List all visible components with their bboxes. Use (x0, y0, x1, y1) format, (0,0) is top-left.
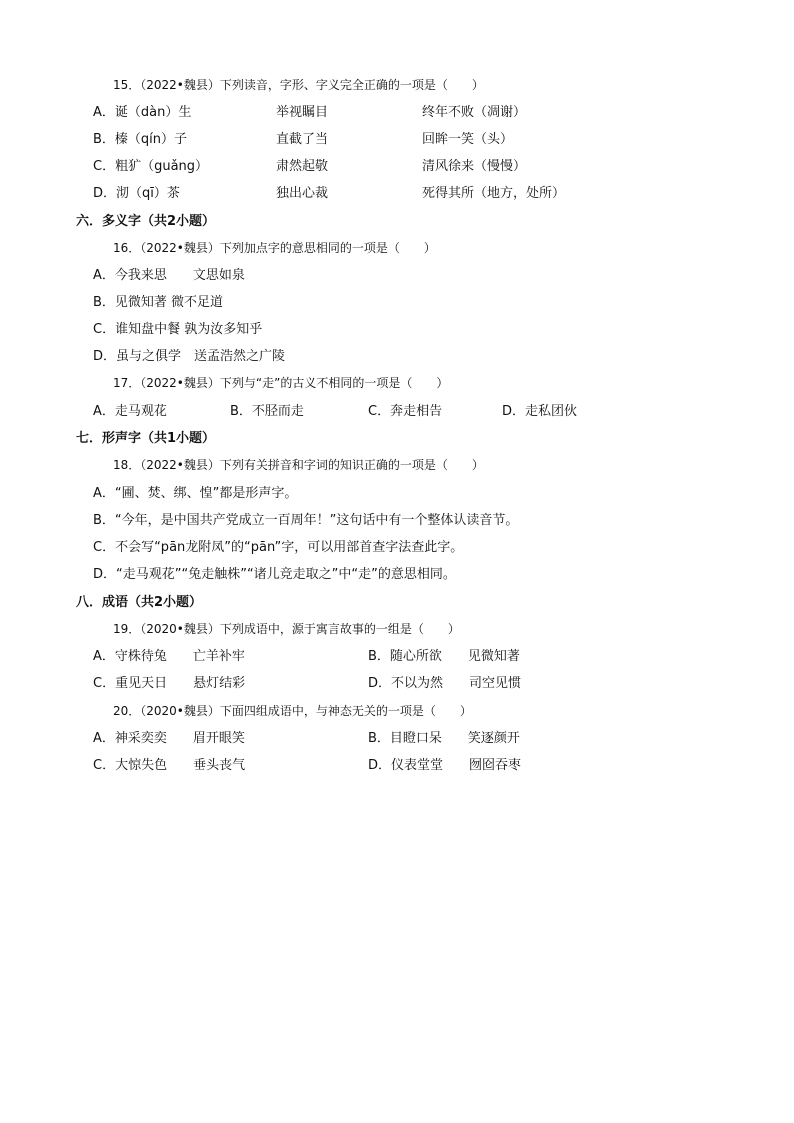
q16-option-a: A．今我来思 文思如泉 (93, 268, 245, 283)
q15-stem: 15．（2022•魏县）下列读音，字形、字义完全正确的一项是（ ） (113, 78, 484, 92)
q19-option-c: C．重见天日 悬灯结彩 (93, 676, 246, 691)
q15-option-a: A．诞（dàn）生 (93, 105, 192, 120)
q18-option-c: C．不会写“pān龙附凤”的“pān”字，可以用部首查字法查此字。 (93, 540, 464, 555)
q19-option-a: A．守株待兔 亡羊补牢 (93, 649, 245, 664)
q16-option-c: C．谁知盘中餐 孰为汝多知乎 (93, 322, 263, 337)
q15-option-d-word3: 死得其所（地方，处所） (422, 186, 566, 201)
q16-stem: 16．（2022•魏县）下列加点字的意思相同的一项是（ ） (113, 241, 436, 255)
q20-option-d: D．仪表堂堂 囫囵吞枣 (368, 758, 522, 773)
q17-option-d: D．走私团伙 (502, 404, 578, 419)
q17-stem: 17．（2022•魏县）下列与“走”的古义不相同的一项是（ ） (113, 376, 449, 390)
q17-option-a: A．走马观花 (93, 404, 167, 419)
section-8-heading: 八．成语（共2小题） (76, 595, 203, 610)
q15-option-b-word3: 回眸一笑（头） (422, 132, 514, 147)
q20-option-c: C．大惊失色 垂头丧气 (93, 758, 246, 773)
q17-option-b: B．不胫而走 (230, 404, 304, 419)
q17-option-c: C．奔走相告 (368, 404, 443, 419)
q15-option-a-word3: 终年不败（凋谢） (422, 105, 527, 120)
q20-stem: 20．（2020•魏县）下面四组成语中，与神态无关的一项是（ ） (113, 704, 472, 718)
q18-option-d: D．“走马观花”“兔走触株”“诸儿竞走取之”中“走”的意思相同。 (93, 567, 456, 582)
q15-option-b: B．榛（qín）子 (93, 132, 188, 147)
section-6-heading: 六．多义字（共2小题） (76, 214, 216, 229)
q16-option-b: B．见微知著 微不足道 (93, 295, 224, 310)
q15-option-c-word2: 肃然起敬 (276, 159, 329, 174)
q15-option-c-word3: 清风徐来（慢慢） (422, 159, 527, 174)
q19-stem: 19．（2020•魏县）下列成语中，源于寓言故事的一组是（ ） (113, 622, 460, 636)
q18-stem: 18．（2022•魏县）下列有关拼音和字词的知识正确的一项是（ ） (113, 458, 484, 472)
q15-option-c: C．粗犷（guǎng） (93, 159, 209, 174)
q15-option-d: D．沏（qī）茶 (93, 186, 180, 201)
q20-option-a: A．神采奕奕 眉开眼笑 (93, 731, 245, 746)
q20-option-b: B．目瞪口呆 笑逐颜开 (368, 731, 520, 746)
section-7-heading: 七．形声字（共1小题） (76, 431, 216, 446)
q19-option-b: B．随心所欲 见微知著 (368, 649, 520, 664)
q16-option-d: D．虽与之俱学 送孟浩然之广陵 (93, 349, 286, 364)
q19-option-d: D．不以为然 司空见惯 (368, 676, 522, 691)
q15-option-d-word2: 独出心裁 (276, 186, 329, 201)
q15-option-b-word2: 直截了当 (276, 132, 329, 147)
q18-option-a: A．“圃、焚、绑、惶”都是形声字。 (93, 486, 298, 501)
q18-option-b: B．“今年，是中国共产党成立一百周年！”这句话中有一个整体认读音节。 (93, 513, 519, 528)
q15-option-a-word2: 举视瞩目 (276, 105, 329, 120)
